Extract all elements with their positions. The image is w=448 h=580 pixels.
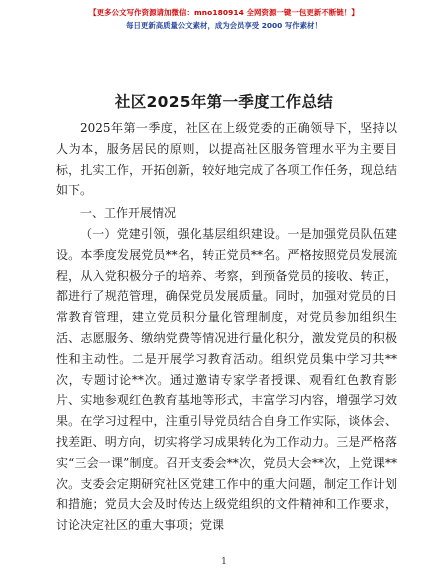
body-paragraph: （一）党建引领，强化基层组织建设。一是加强党员队伍建设。本季度发展党员**名，转正党员**名。严格按照党员发展流程，从入党积极分子的培养、考察，到预备党员的接收、转正，都进行了规范管理，确保党员发展质量。同时，加强对党员的日常教育管理，建立党员积分量化管理制度，对党员参加组织生活、志愿服务、缴纳党费等情况进行量化积分，激发党员的积极性和主动性。二是开展学习教育活动。组织党员集中学习共**次，专题讨论**次。通过邀请专家学者授课、观看红色教育影片、实地参观红色教育基地等形式，丰富学习内容，增强学习效果。在学习过程中，注重引导党员结合自身工作实际，谈体会、找差距、明方向，切实将学习成果转化为工作动力。三是严格落实“三会一课”制度。召开支委会**次，党员大会**次，上党课**次。支委会定期研究社区党建工作中的重大问题，制定工作计划和措施；党员大会及时传达上级党组织的文件精神和工作要求，讨论决定社区的重大事项；党课 — [56, 226, 397, 533]
promo-banner-line-2: 每日更新高质量公文素材，成为会员享受 2000 写作素材！ — [126, 21, 322, 30]
intro-paragraph: 2025年第一季度，社区在上级党委的正确领导下，坚持以人为本，服务居民的原则，以提高社区服务管理水平为主要目标，扎实工作，开拓创新，较好地完成了各项工作任务，现总结如下。 — [56, 121, 397, 198]
document-body — [56, 118, 397, 536]
page-number: 1 — [221, 557, 227, 567]
document-title: 社区2025年第一季度工作总结 — [114, 93, 334, 111]
promo-banner — [0, 6, 448, 32]
promo-banner-line-1: 【更多公文写作资源请加微信：mno180914 全网资源一键一包更新不断链！】 — [89, 8, 359, 17]
section-heading: 一、工作开展情况 — [80, 206, 177, 221]
